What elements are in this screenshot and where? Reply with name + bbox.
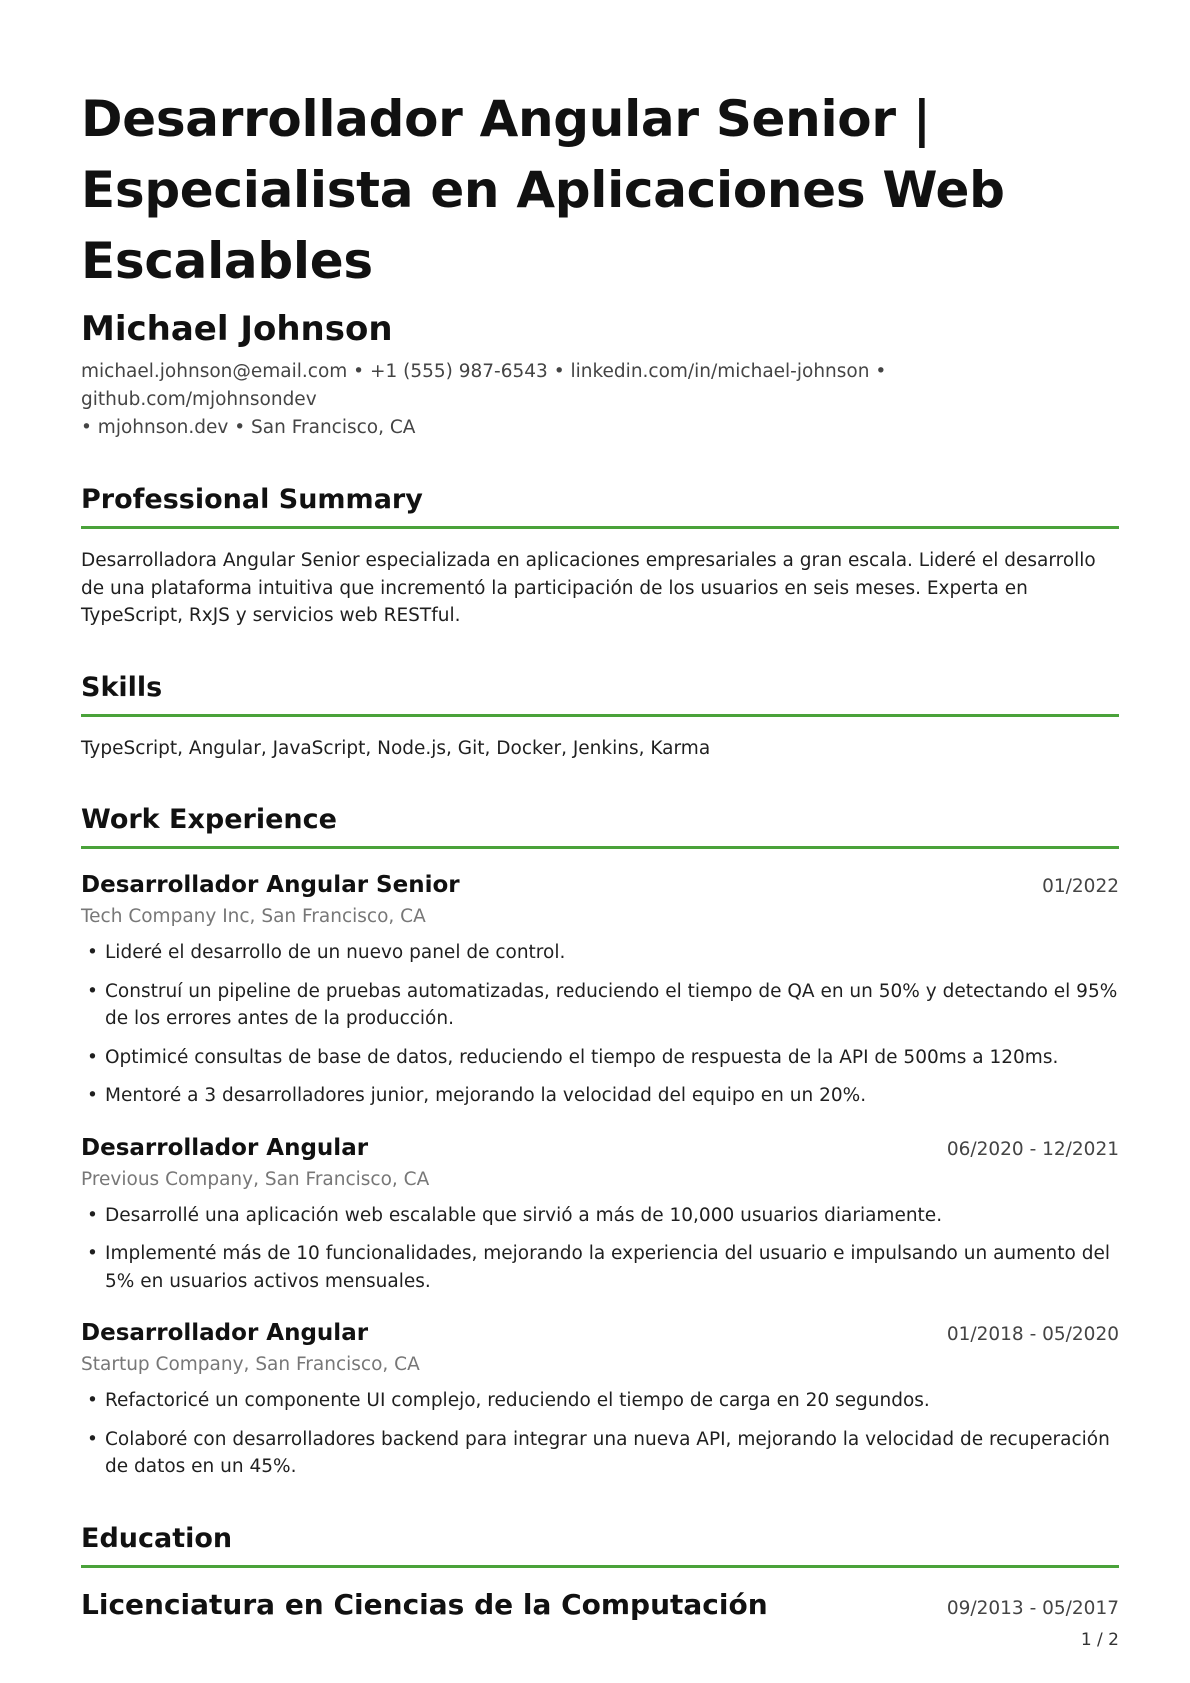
section-title-summary: Professional Summary (81, 482, 1119, 529)
job-bullet-text: Desarrollé una aplicación web escalable que sirvió a más de 10,000 usuarios diariamente. (105, 1204, 943, 1226)
skills-text: TypeScript, Angular, JavaScript, Node.js, Git, Docker, Jenkins, Karma (81, 737, 711, 759)
bullet-icon: • (87, 1428, 98, 1450)
bullet-icon: • (87, 980, 98, 1002)
job-bullets (81, 1387, 1119, 1481)
job-entry (81, 1132, 1119, 1296)
headline: Desarrollador Angular Senior | Especialista en Aplicaciones Web Escalables (81, 90, 1005, 290)
bullet-icon: • (87, 1046, 98, 1068)
section-title-skills: Skills (81, 670, 1119, 717)
job-bullet (81, 978, 1119, 1033)
section-summary (81, 482, 1119, 630)
job-bullet-text: Refactoricé un componente UI complejo, reduciendo el tiempo de carga en 20 segundos. (105, 1390, 930, 1411)
section-title-education: Education (81, 1521, 1119, 1568)
education-date: 09/2013 - 05/2017 (946, 1597, 1119, 1619)
summary-text: Desarrolladora Angular Senior especializada en aplicaciones empresariales a gran escala. Lideré el desarrollo de una plataforma intuitiva que incrementó la participación de los usuarios en seis meses. Experta en TypeScript, RxJS y servicios web RESTful. (81, 550, 1096, 626)
job-bullet (81, 1426, 1119, 1481)
job-date: 01/2018 - 05/2020 (946, 1324, 1119, 1345)
bullet-icon: • (87, 1085, 98, 1106)
job-bullet (81, 1202, 1119, 1230)
contact-line-2: • mjohnson.dev • San Francisco, CA (81, 417, 416, 438)
job-header (81, 869, 1119, 901)
job-bullet-text: Lideré el desarrollo de un nuevo panel de control. (105, 942, 566, 963)
job-bullets (81, 1202, 1119, 1296)
job-bullet-text: Colaboré con desarrolladores backend para integrar una nueva API, mejorando la velocidad de recuperación de datos en un 45%. (105, 1428, 1110, 1477)
section-skills (81, 670, 1119, 763)
job-bullet (81, 1387, 1119, 1415)
bullet-icon: • (87, 1390, 98, 1411)
job-bullet-text: Implementé más de 10 funcionalidades, mejorando la experiencia del usuario e impulsando un aumento del 5% en usuarios activos mensuales. (105, 1243, 1110, 1292)
resume-page (81, 84, 1119, 1624)
bullet-icon: • (87, 942, 98, 963)
resume-header (81, 84, 1119, 442)
job-bullets (81, 939, 1119, 1110)
section-title-experience: Work Experience (81, 802, 1119, 849)
job-header (81, 1317, 1119, 1349)
bullet-icon: • (87, 1204, 98, 1226)
job-entry (81, 869, 1119, 1110)
job-list (81, 869, 1119, 1481)
job-entry (81, 1317, 1119, 1481)
job-bullet-text: Optimicé consultas de base de datos, reduciendo el tiempo de respuesta de la API de 500ms a 120ms. (105, 1046, 1059, 1068)
job-bullet-text: Mentoré a 3 desarrolladores junior, mejorando la velocidad del equipo en un 20%. (105, 1085, 867, 1106)
contact-line-1: michael.johnson@email.com • +1 (555) 987-6543 • linkedin.com/in/michael-johnson • github.com/mjohnsondev (81, 361, 887, 410)
job-title: Desarrollador Angular Senior (81, 872, 460, 898)
job-date: 01/2022 (1042, 876, 1119, 897)
job-company: Startup Company, San Francisco, CA (81, 1354, 420, 1375)
job-company: Tech Company Inc, San Francisco, CA (81, 906, 426, 927)
job-date: 06/2020 - 12/2021 (946, 1138, 1119, 1160)
contact-info (81, 358, 1119, 442)
page-number: 1 / 2 (1080, 1630, 1119, 1650)
section-education (81, 1521, 1119, 1624)
job-bullet (81, 1044, 1119, 1072)
bullet-icon: • (87, 1243, 98, 1264)
job-company: Previous Company, San Francisco, CA (81, 1168, 430, 1190)
job-bullet-text: Construí un pipeline de pruebas automatizadas, reduciendo el tiempo de QA en un 50% y detectando el 95% de los errores antes de la producción. (105, 980, 1118, 1029)
job-title: Desarrollador Angular (81, 1320, 369, 1346)
education-degree: Licenciatura en Ciencias de la Computación (81, 1587, 768, 1621)
job-title: Desarrollador Angular (81, 1134, 369, 1161)
education-entry (81, 1586, 1119, 1624)
job-bullet (81, 1082, 1119, 1110)
job-bullet (81, 1240, 1119, 1295)
section-experience (81, 802, 1119, 1481)
job-header (81, 1132, 1119, 1164)
job-bullet (81, 939, 1119, 967)
candidate-name: Michael Johnson (81, 309, 393, 349)
